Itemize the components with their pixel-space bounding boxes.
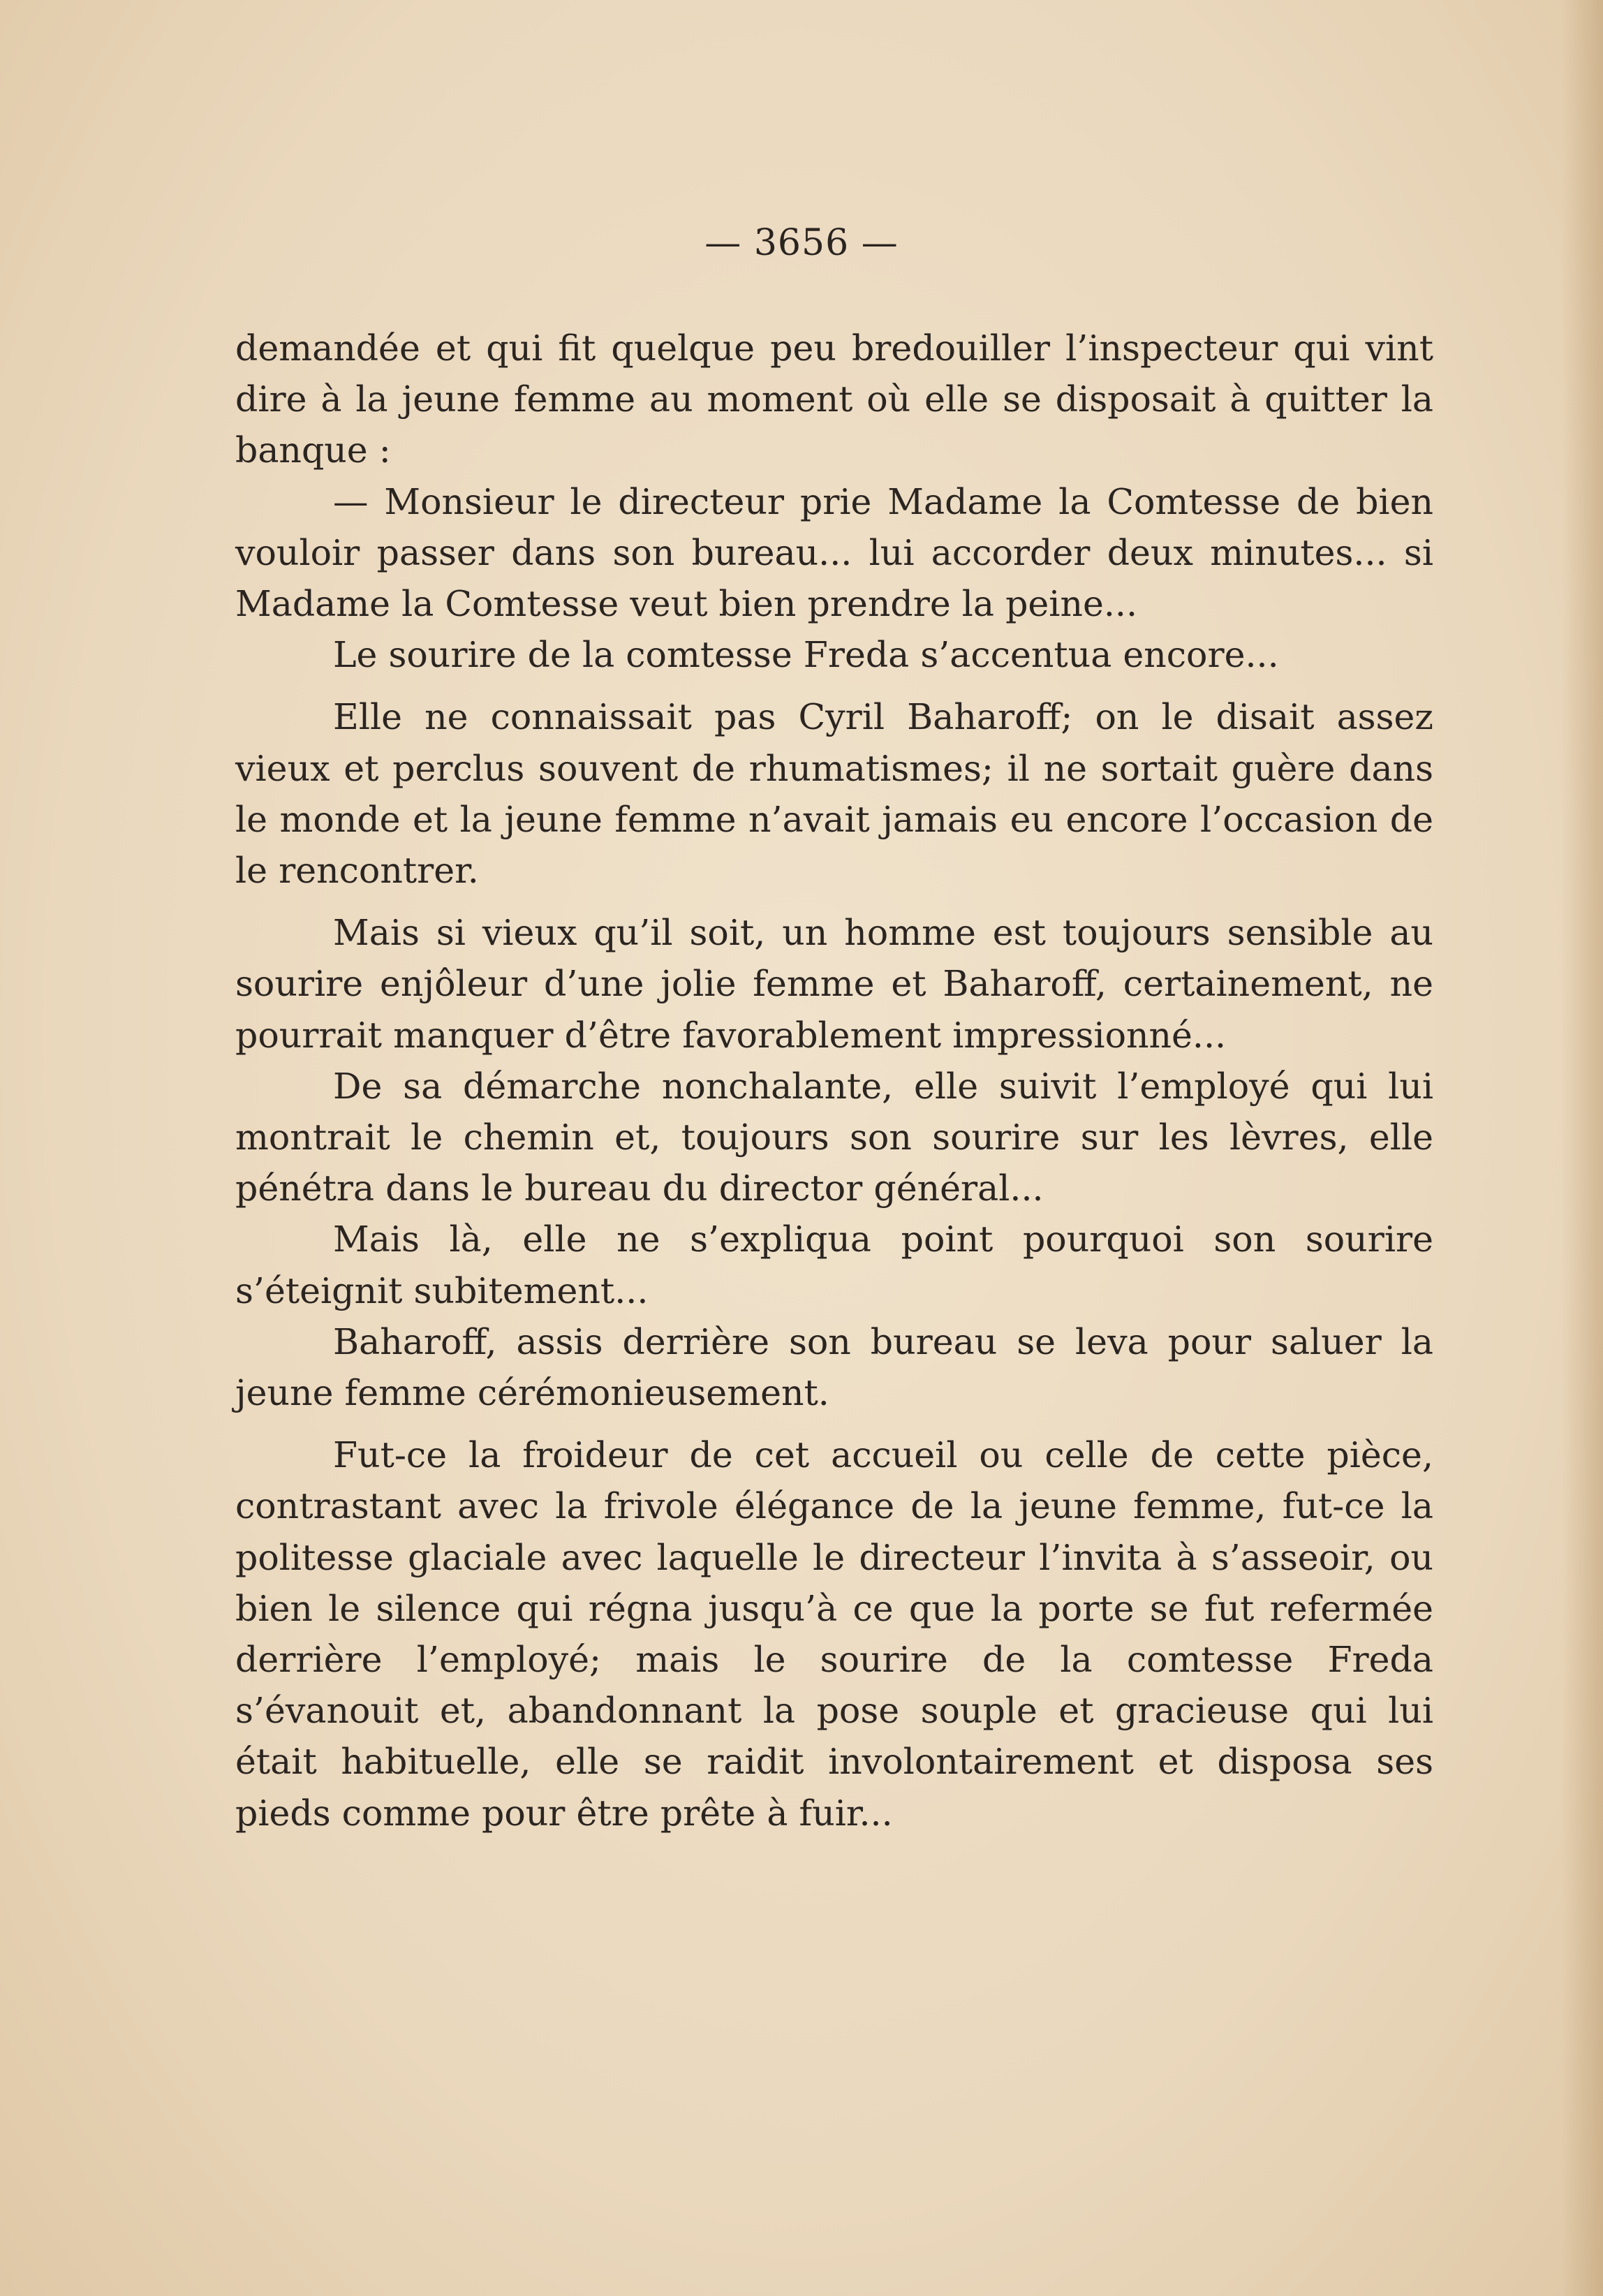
paragraph-4: Elle ne connaissait pas Cyril Baharoff; on le disait assez vieux et perclus souvent de rhumatismes; il ne sortait guère dans le monde et la jeune femme n’avait jamais eu encore l’occasion de le rencontrer. (235, 696, 1433, 892)
paragraph-1: demandée et qui fit quelque peu bredouiller l’inspecteur qui vint dire à la jeune femme au moment où elle se disposait à quitter la banque : (235, 328, 1433, 471)
paragraph-3: Le sourire de la comtesse Freda s’accentua encore... (333, 634, 1279, 676)
paragraph-5: Mais si vieux qu’il soit, un homme est toujours sensible au sourire enjôleur d’une jolie femme et Baharoff, certainement, ne pourrait manquer d’être favorablement impressionné... (235, 912, 1433, 1056)
page-number: — 3656 — (704, 222, 899, 264)
body-text (235, 323, 1433, 1839)
paragraph-7: Mais là, elle ne s’expliqua point pourquoi son sourire s’éteignit subitement... (235, 1219, 1433, 1311)
page-edge-shadow (1561, 0, 1603, 2296)
paragraph-9: Fut-ce la froideur de cet accueil ou celle de cette pièce, contrastant avec la frivole élégance de la jeune femme, fut-ce la politesse glaciale avec laquelle le directeur l’invita à s’asseoir, ou bien le silence qui régna jusqu’à ce que la porte se fut refermée derrière l’employé; mais le sourire de la comtesse Freda s’évanouit et, abandonnant la pose souple et gracieuse qui lui était habituelle, elle se raidit involontairement et disposa ses pieds comme pour être prête à fuir... (235, 1434, 1433, 1834)
paragraph-8: Baharoff, assis derrière son bureau se leva pour saluer la jeune femme cérémonieusement. (235, 1320, 1433, 1414)
paragraph-2: — Monsieur le directeur prie Madame la Comtesse de bien vouloir passer dans son bureau... lui accorder deux minutes... si Madame la Comtesse veut bien prendre la peine... (235, 480, 1433, 625)
paragraph-6: De sa démarche nonchalante, elle suivit l’employé qui lui montrait le chemin et, toujours son sourire sur les lèvres, elle pénétra dans le bureau du director général... (235, 1065, 1433, 1209)
